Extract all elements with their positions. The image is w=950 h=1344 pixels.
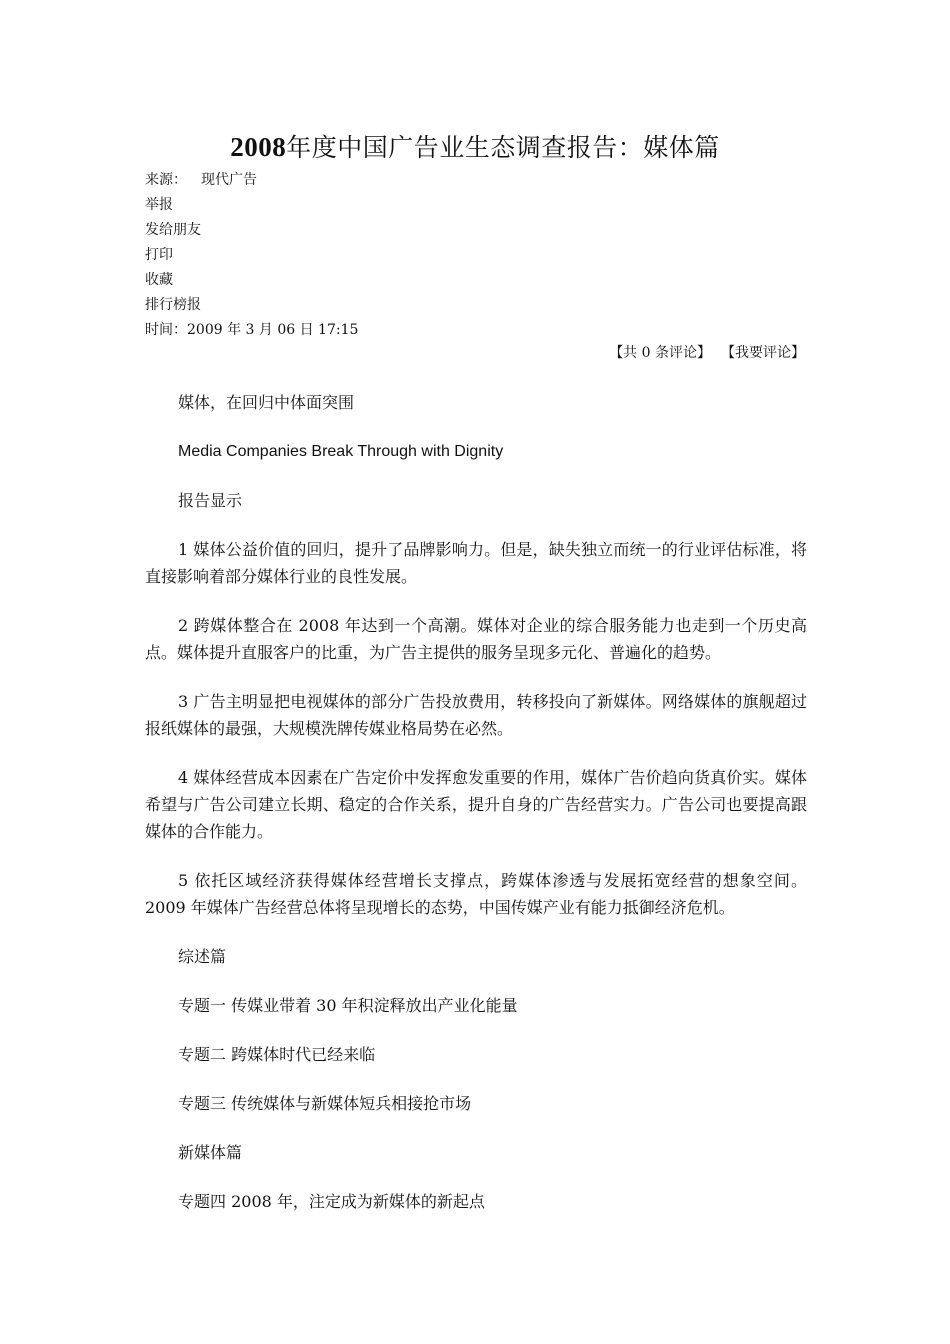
topic-item: 专题四 2008 年，注定成为新媒体的新起点 <box>178 1192 485 1211</box>
print-link[interactable]: 打印 <box>145 247 173 263</box>
source-line <box>145 168 805 193</box>
subtitle: 媒体，在回归中体面突围 <box>178 393 355 412</box>
section-heading: 新媒体篇 <box>178 1143 243 1162</box>
source-value: 现代广告 <box>201 172 257 188</box>
comment-count-link[interactable]: 【共 0 条评论】 <box>609 345 711 361</box>
report-heading: 报告显示 <box>178 491 243 510</box>
finding-paragraph: 1 媒体公益价值的回归，提升了品牌影响力。但是，缺失独立而统一的行业评估标准，将直接影响着部分媒体行业的良性发展。 <box>145 540 807 586</box>
title-year: 2008 <box>230 131 287 162</box>
finding-paragraph: 3 广告主明显把电视媒体的部分广告投放费用，转移投向了新媒体。网络媒体的旗舰超过报纸媒体的最强，大规模洗牌传媒业格局势在必然。 <box>145 692 807 738</box>
article-body <box>145 389 807 1237</box>
send-friend-link[interactable]: 发给朋友 <box>145 222 201 238</box>
topic-item: 专题三 传统媒体与新媒体短兵相接抢市场 <box>178 1094 472 1113</box>
page-title <box>0 130 950 165</box>
write-comment-link[interactable]: 【我要评论】 <box>721 345 805 361</box>
report-link[interactable]: 举报 <box>145 197 173 213</box>
finding-paragraph: 4 媒体经营成本因素在广告定价中发挥愈发重要的作用，媒体广告价趋向货真价实。媒体希望与广告公司建立长期、稳定的合作关系，提升自身的广告经营实力。广告公司也要提高跟媒体的合作能力。 <box>145 768 807 841</box>
source-label: 来源： <box>145 172 187 188</box>
finding-paragraph: 2 跨媒体整合在 2008 年达到一个高潮。媒体对企业的综合服务能力也走到一个历史高点。媒体提升直服客户的比重，为广告主提供的服务呈现多元化、普遍化的趋势。 <box>145 616 807 662</box>
publish-time: 时间：2009 年 3 月 06 日 17:15 <box>145 322 359 338</box>
title-text: 年度中国广告业生态调查报告：媒体篇 <box>286 132 720 162</box>
comments-bar <box>609 342 805 364</box>
finding-paragraph: 5 依托区域经济获得媒体经营增长支撑点，跨媒体渗透与发展拓宽经营的想象空间。2009 年媒体广告经营总体将呈现增长的态势，中国传媒产业有能力抵御经济危机。 <box>145 871 807 917</box>
ranking-link[interactable]: 排行榜报 <box>145 297 201 313</box>
topic-item: 专题一 传媒业带着 30 年积淀释放出产业化能量 <box>178 996 518 1015</box>
section-heading: 综述篇 <box>178 947 227 966</box>
favorite-link[interactable]: 收藏 <box>145 272 173 288</box>
article-meta <box>145 168 805 343</box>
subtitle-english: Media Companies Break Through with Dignity <box>178 443 504 460</box>
topic-item: 专题二 跨媒体时代已经来临 <box>178 1045 376 1064</box>
